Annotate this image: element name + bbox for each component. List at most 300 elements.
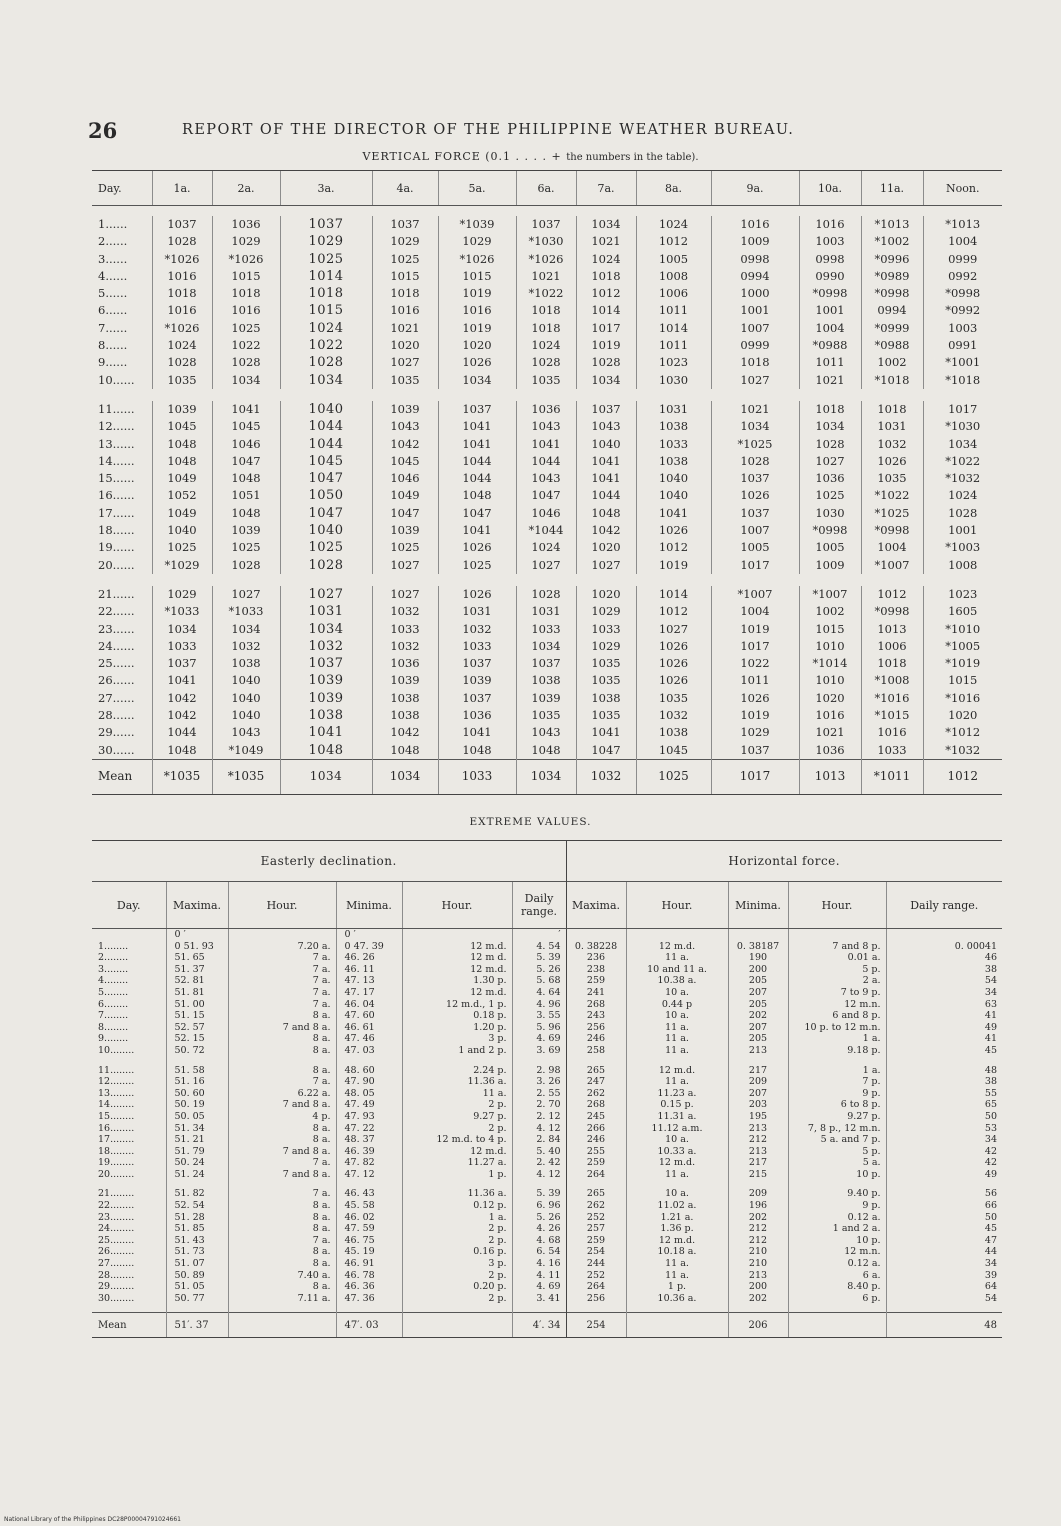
value-cell: 0999 <box>923 251 1002 268</box>
day-cell: 5...... <box>98 286 128 301</box>
value-cell: 2. 70 <box>512 1099 566 1111</box>
value-cell: 46. 91 <box>336 1258 402 1270</box>
value-cell: 1038 <box>212 655 280 672</box>
value-cell: 1018 <box>372 285 438 302</box>
table-row <box>92 621 1002 638</box>
value-cell: 213 <box>728 1270 788 1282</box>
table-row <box>92 372 1002 389</box>
value-cell: 2 p. <box>402 1223 512 1235</box>
value-cell: 8 a. <box>228 1033 336 1045</box>
value-cell: *0998 <box>861 603 923 620</box>
table-row <box>92 724 1002 741</box>
spacer <box>336 1057 402 1065</box>
value-cell: 212 <box>728 1235 788 1247</box>
spacer <box>728 1057 788 1065</box>
value-cell: 1012 <box>861 586 923 603</box>
value-cell: 8 a. <box>228 1246 336 1258</box>
value-cell: 1019 <box>711 621 799 638</box>
value-cell: 1032 <box>212 638 280 655</box>
day-cell: 2........ <box>98 952 129 964</box>
value-cell: 4. 69 <box>512 1033 566 1045</box>
value-cell: 1004 <box>799 320 861 337</box>
value-cell: 1014 <box>636 320 711 337</box>
value-cell: 1047 <box>372 505 438 522</box>
value-cell: 1016 <box>799 707 861 724</box>
day-cell: 7...... <box>98 320 128 335</box>
value-cell: *1026 <box>516 251 576 268</box>
day-cell: 13...... <box>98 436 135 451</box>
value-cell: 46. 11 <box>336 964 402 976</box>
column-header: 4a. <box>372 171 438 206</box>
value-cell: 1009 <box>799 557 861 574</box>
value-cell: 1050 <box>280 487 372 504</box>
value-cell: 1047 <box>212 453 280 470</box>
value-cell: 3 p. <box>402 1258 512 1270</box>
value-cell: 8 a. <box>228 1065 336 1077</box>
value-cell: 1024 <box>280 320 372 337</box>
value-cell: 1034 <box>280 372 372 389</box>
value-cell: 1034 <box>923 436 1002 453</box>
column-header: Hour. <box>626 882 728 929</box>
extreme-values-table <box>92 840 1002 1338</box>
value-cell: 1031 <box>516 603 576 620</box>
value-cell: 8 a. <box>228 1281 336 1293</box>
value-cell: 1 a. <box>788 1065 886 1077</box>
value-cell: 1 and 2 a. <box>788 1223 886 1235</box>
value-cell: *0996 <box>861 251 923 268</box>
value-cell: 1041 <box>576 453 636 470</box>
value-cell: 8 a. <box>228 1258 336 1270</box>
value-cell: 1039 <box>372 522 438 539</box>
value-cell: 213 <box>728 1045 788 1057</box>
value-cell: 8 a. <box>228 1223 336 1235</box>
mean-value: 1025 <box>636 759 711 794</box>
value-cell: 1005 <box>711 539 799 556</box>
value-cell: 1041 <box>152 672 212 689</box>
value-cell: 48 <box>886 1065 1002 1077</box>
day-cell: 23...... <box>98 621 135 636</box>
value-cell: 51. 07 <box>166 1258 228 1270</box>
column-header: Noon. <box>923 171 1002 206</box>
value-cell: 244 <box>566 1258 626 1270</box>
value-cell: *0992 <box>923 302 1002 319</box>
table-row <box>92 1293 1002 1305</box>
value-cell: 1048 <box>372 742 438 760</box>
unit-row <box>92 929 1002 941</box>
value-cell: 1045 <box>280 453 372 470</box>
mean-value: 51′. 37 <box>166 1313 228 1338</box>
value-cell: *1026 <box>438 251 516 268</box>
value-cell: 207 <box>728 1022 788 1034</box>
value-cell: 0. 38228 <box>566 941 626 953</box>
value-cell: 1043 <box>212 724 280 741</box>
value-cell: 12 m.d. <box>626 1235 728 1247</box>
day-cell: 17...... <box>98 505 135 520</box>
value-cell: 54 <box>886 1293 1002 1305</box>
value-cell: 47 <box>886 1235 1002 1247</box>
unit-cell <box>886 929 1002 941</box>
day-cell: 14........ <box>98 1099 135 1111</box>
value-cell: 1037 <box>711 470 799 487</box>
day-cell: 9........ <box>98 1033 129 1045</box>
value-cell: 1040 <box>280 522 372 539</box>
value-cell: 1045 <box>152 418 212 435</box>
day-cell: 15........ <box>98 1110 135 1122</box>
value-cell: 1015 <box>923 672 1002 689</box>
day-cell: 28...... <box>98 708 135 723</box>
value-cell: 1038 <box>372 707 438 724</box>
value-cell: 51. 15 <box>166 1010 228 1022</box>
day-cell: 10........ <box>98 1044 135 1056</box>
value-cell: 5 p. <box>788 1146 886 1158</box>
value-cell: 1 p. <box>626 1281 728 1293</box>
value-cell: *1025 <box>861 505 923 522</box>
spacer <box>92 1304 166 1313</box>
value-cell: 1023 <box>636 354 711 371</box>
value-cell: 66 <box>886 1200 1002 1212</box>
table-row <box>92 952 1002 964</box>
value-cell: 47. 22 <box>336 1123 402 1135</box>
value-cell: 2 p. <box>402 1099 512 1111</box>
mean-value: *1035 <box>212 759 280 794</box>
mean-value: 1017 <box>711 759 799 794</box>
value-cell: 1028 <box>152 354 212 371</box>
value-cell: 2 p. <box>402 1293 512 1305</box>
value-cell: 202 <box>728 1293 788 1305</box>
value-cell: 1036 <box>372 655 438 672</box>
value-cell: 52. 54 <box>166 1200 228 1212</box>
value-cell: *1014 <box>799 655 861 672</box>
table-row <box>92 320 1002 337</box>
table-row <box>92 337 1002 354</box>
value-cell: 8.40 p. <box>788 1281 886 1293</box>
value-cell: 1020 <box>576 586 636 603</box>
value-cell: 1048 <box>212 505 280 522</box>
value-cell: 1034 <box>799 418 861 435</box>
spacer <box>402 1304 512 1313</box>
value-cell: 1037 <box>152 216 212 233</box>
value-cell: 10.38 a. <box>626 975 728 987</box>
mean-value: 48 <box>886 1313 1002 1338</box>
value-cell: 1038 <box>576 690 636 707</box>
value-cell: 1027 <box>280 586 372 603</box>
unit-cell: 0 ′ <box>166 929 228 941</box>
column-header: Daily range. <box>512 882 566 929</box>
spacer <box>886 1180 1002 1188</box>
day-cell: 25...... <box>98 656 135 671</box>
unit-cell <box>728 929 788 941</box>
column-header: 11a. <box>861 171 923 206</box>
value-cell: 1028 <box>152 233 212 250</box>
value-cell: 1025 <box>372 539 438 556</box>
value-cell: 10 and 11 a. <box>626 964 728 976</box>
value-cell: 1018 <box>861 655 923 672</box>
value-cell: 1012 <box>636 603 711 620</box>
value-cell: 4 p. <box>228 1111 336 1123</box>
value-cell: 51. 43 <box>166 1235 228 1247</box>
value-cell: 65 <box>886 1099 1002 1111</box>
column-header: 6a. <box>516 171 576 206</box>
value-cell: 1003 <box>799 233 861 250</box>
value-cell: 266 <box>566 1123 626 1135</box>
spacer <box>566 1304 626 1313</box>
value-cell: 7 and 8 a. <box>228 1022 336 1034</box>
value-cell: 3 p. <box>402 1033 512 1045</box>
value-cell: 1018 <box>516 302 576 319</box>
table-row <box>92 302 1002 319</box>
column-header: 7a. <box>576 171 636 206</box>
table-row <box>92 987 1002 999</box>
value-cell: 1029 <box>576 638 636 655</box>
spacer-row <box>92 206 1002 217</box>
value-cell: 246 <box>566 1134 626 1146</box>
value-cell: 1043 <box>372 418 438 435</box>
value-cell: 11 a. <box>626 952 728 964</box>
unit-cell <box>402 929 512 941</box>
value-cell: 4. 16 <box>512 1258 566 1270</box>
value-cell: 0.44 p <box>626 999 728 1011</box>
value-cell: 1034 <box>516 638 576 655</box>
value-cell: *1013 <box>861 216 923 233</box>
value-cell: *1025 <box>711 436 799 453</box>
value-cell: 11.36 a. <box>402 1188 512 1200</box>
table-caption <box>0 150 1061 163</box>
value-cell: 1033 <box>861 742 923 760</box>
value-cell: 2 p. <box>402 1270 512 1282</box>
spacer-row <box>92 574 1002 586</box>
value-cell: 262 <box>566 1200 626 1212</box>
table-row <box>92 1246 1002 1258</box>
spacer <box>92 574 1002 586</box>
value-cell: 1028 <box>576 354 636 371</box>
table-row <box>92 707 1002 724</box>
column-header: Daily range. <box>886 882 1002 929</box>
day-cell: 14...... <box>98 453 135 468</box>
value-cell: 1005 <box>799 539 861 556</box>
day-cell: 27........ <box>98 1258 135 1270</box>
value-cell: 3. 41 <box>512 1293 566 1305</box>
table-row <box>92 453 1002 470</box>
day-cell: 20...... <box>98 557 135 572</box>
value-cell: 1031 <box>438 603 516 620</box>
value-cell: 3. 69 <box>512 1045 566 1057</box>
value-cell: *1015 <box>861 707 923 724</box>
value-cell: 12 m.d. <box>402 1146 512 1158</box>
value-cell: 53 <box>886 1123 1002 1135</box>
day-cell: 18........ <box>98 1145 135 1157</box>
value-cell: 1037 <box>711 742 799 760</box>
value-cell: 1041 <box>636 505 711 522</box>
value-cell: 7 and 8 p. <box>788 941 886 953</box>
value-cell: 1036 <box>212 216 280 233</box>
spacer <box>886 1057 1002 1065</box>
vertical-force-table <box>92 170 1002 795</box>
value-cell: 195 <box>728 1111 788 1123</box>
spacer-row <box>92 1304 1002 1313</box>
value-cell: 1027 <box>576 557 636 574</box>
value-cell: 1025 <box>212 539 280 556</box>
table-row <box>92 1270 1002 1282</box>
value-cell: 1006 <box>861 638 923 655</box>
value-cell: 1046 <box>516 505 576 522</box>
value-cell: 1045 <box>212 418 280 435</box>
day-cell: 1...... <box>98 217 128 231</box>
value-cell: 7 a. <box>228 1076 336 1088</box>
value-cell: 1027 <box>636 621 711 638</box>
value-cell: 1046 <box>372 470 438 487</box>
value-cell: 1035 <box>636 690 711 707</box>
value-cell: 10.18 a. <box>626 1246 728 1258</box>
value-cell: 1012 <box>636 233 711 250</box>
value-cell: 236 <box>566 952 626 964</box>
value-cell: 48. 05 <box>336 1088 402 1100</box>
value-cell: 52. 15 <box>166 1033 228 1045</box>
value-cell: 1024 <box>152 337 212 354</box>
value-cell: 1003 <box>923 320 1002 337</box>
day-cell: 2...... <box>98 234 128 249</box>
value-cell: 1046 <box>212 436 280 453</box>
day-cell: 29...... <box>98 725 135 740</box>
value-cell: *1010 <box>923 621 1002 638</box>
value-cell: 12 m d. <box>402 952 512 964</box>
spacer <box>166 1180 228 1188</box>
value-cell: 1041 <box>280 724 372 741</box>
day-cell: 12...... <box>98 419 135 434</box>
value-cell: 215 <box>728 1169 788 1181</box>
value-cell: 259 <box>566 1235 626 1247</box>
value-cell: 7 to 9 p. <box>788 987 886 999</box>
value-cell: 0.15 p. <box>626 1099 728 1111</box>
table-row <box>92 1065 1002 1077</box>
value-cell: 1015 <box>799 621 861 638</box>
value-cell: 1004 <box>711 603 799 620</box>
value-cell: 7 a. <box>228 975 336 987</box>
value-cell: 8 a. <box>228 1134 336 1146</box>
value-cell: 46. 78 <box>336 1270 402 1282</box>
value-cell: 1052 <box>152 487 212 504</box>
value-cell: 6.22 a. <box>228 1088 336 1100</box>
table-row <box>92 1010 1002 1022</box>
value-cell: 205 <box>728 1033 788 1045</box>
mean-value: 1012 <box>923 759 1002 794</box>
value-cell: *1008 <box>861 672 923 689</box>
value-cell: 8 a. <box>228 1010 336 1022</box>
value-cell: 1036 <box>799 470 861 487</box>
mean-value: *1035 <box>152 759 212 794</box>
value-cell: 0. 38187 <box>728 941 788 953</box>
day-cell: 3........ <box>98 963 129 975</box>
value-cell: 0.16 p. <box>402 1246 512 1258</box>
value-cell: 1039 <box>280 672 372 689</box>
value-cell: 265 <box>566 1188 626 1200</box>
value-cell: 51. 21 <box>166 1134 228 1146</box>
value-cell: 1039 <box>212 522 280 539</box>
spacer <box>336 1304 402 1313</box>
value-cell: 1002 <box>861 354 923 371</box>
day-cell: 20........ <box>98 1168 135 1180</box>
value-cell: 1024 <box>516 539 576 556</box>
mean-value: 1033 <box>438 759 516 794</box>
value-cell: 262 <box>566 1088 626 1100</box>
value-cell: 1038 <box>280 707 372 724</box>
value-cell: 1021 <box>711 401 799 418</box>
value-cell: 1021 <box>799 724 861 741</box>
value-cell: 1035 <box>516 707 576 724</box>
value-cell: 4. 68 <box>512 1235 566 1247</box>
spacer <box>402 1057 512 1065</box>
day-cell: 11...... <box>98 401 135 416</box>
value-cell: 1035 <box>576 655 636 672</box>
value-cell: 7 a. <box>228 999 336 1011</box>
value-cell: 5. 26 <box>512 964 566 976</box>
column-header: 1a. <box>152 171 212 206</box>
value-cell: 46. 39 <box>336 1146 402 1158</box>
value-cell: 241 <box>566 987 626 999</box>
value-cell: 51. 16 <box>166 1076 228 1088</box>
table-row <box>92 401 1002 418</box>
value-cell: 11.23 a. <box>626 1088 728 1100</box>
value-cell: 1031 <box>280 603 372 620</box>
value-cell: 7 a. <box>228 987 336 999</box>
table-row <box>92 1033 1002 1045</box>
value-cell: 5 p. <box>788 964 886 976</box>
value-cell: *0998 <box>923 285 1002 302</box>
value-cell: 1029 <box>212 233 280 250</box>
value-cell: 1038 <box>636 453 711 470</box>
value-cell: 45. 58 <box>336 1200 402 1212</box>
value-cell: 1033 <box>438 638 516 655</box>
value-cell: 8 a. <box>228 1123 336 1135</box>
value-cell: 1018 <box>799 401 861 418</box>
value-cell: 1020 <box>923 707 1002 724</box>
value-cell: 1019 <box>438 285 516 302</box>
value-cell: 0.20 p. <box>402 1281 512 1293</box>
value-cell: 1031 <box>861 418 923 435</box>
value-cell: 1028 <box>516 354 576 371</box>
table-row <box>92 1235 1002 1247</box>
day-cell: 19........ <box>98 1157 135 1169</box>
mean-row <box>92 759 1002 794</box>
value-cell: 1040 <box>280 401 372 418</box>
day-cell: 4...... <box>98 268 128 283</box>
value-cell: *1018 <box>861 372 923 389</box>
value-cell: 47. 17 <box>336 987 402 999</box>
value-cell: 1028 <box>212 354 280 371</box>
value-cell: 1016 <box>861 724 923 741</box>
table-row <box>92 690 1002 707</box>
value-cell: 1007 <box>711 320 799 337</box>
value-cell: 34 <box>886 1258 1002 1270</box>
table-row <box>92 1223 1002 1235</box>
value-cell: 1035 <box>516 372 576 389</box>
value-cell: 45. 19 <box>336 1246 402 1258</box>
value-cell: 1044 <box>280 418 372 435</box>
value-cell: 0.18 p. <box>402 1010 512 1022</box>
value-cell: 8 a. <box>228 1045 336 1057</box>
value-cell: 1039 <box>372 401 438 418</box>
value-cell: 1034 <box>576 216 636 233</box>
value-cell: 1012 <box>576 285 636 302</box>
value-cell: 47. 49 <box>336 1099 402 1111</box>
value-cell: 212 <box>728 1223 788 1235</box>
table-row <box>92 1212 1002 1224</box>
value-cell: 1014 <box>280 268 372 285</box>
value-cell: *1033 <box>152 603 212 620</box>
spacer <box>166 1304 228 1313</box>
value-cell: 4. 69 <box>512 1281 566 1293</box>
value-cell: 255 <box>566 1146 626 1158</box>
value-cell: 243 <box>566 1010 626 1022</box>
